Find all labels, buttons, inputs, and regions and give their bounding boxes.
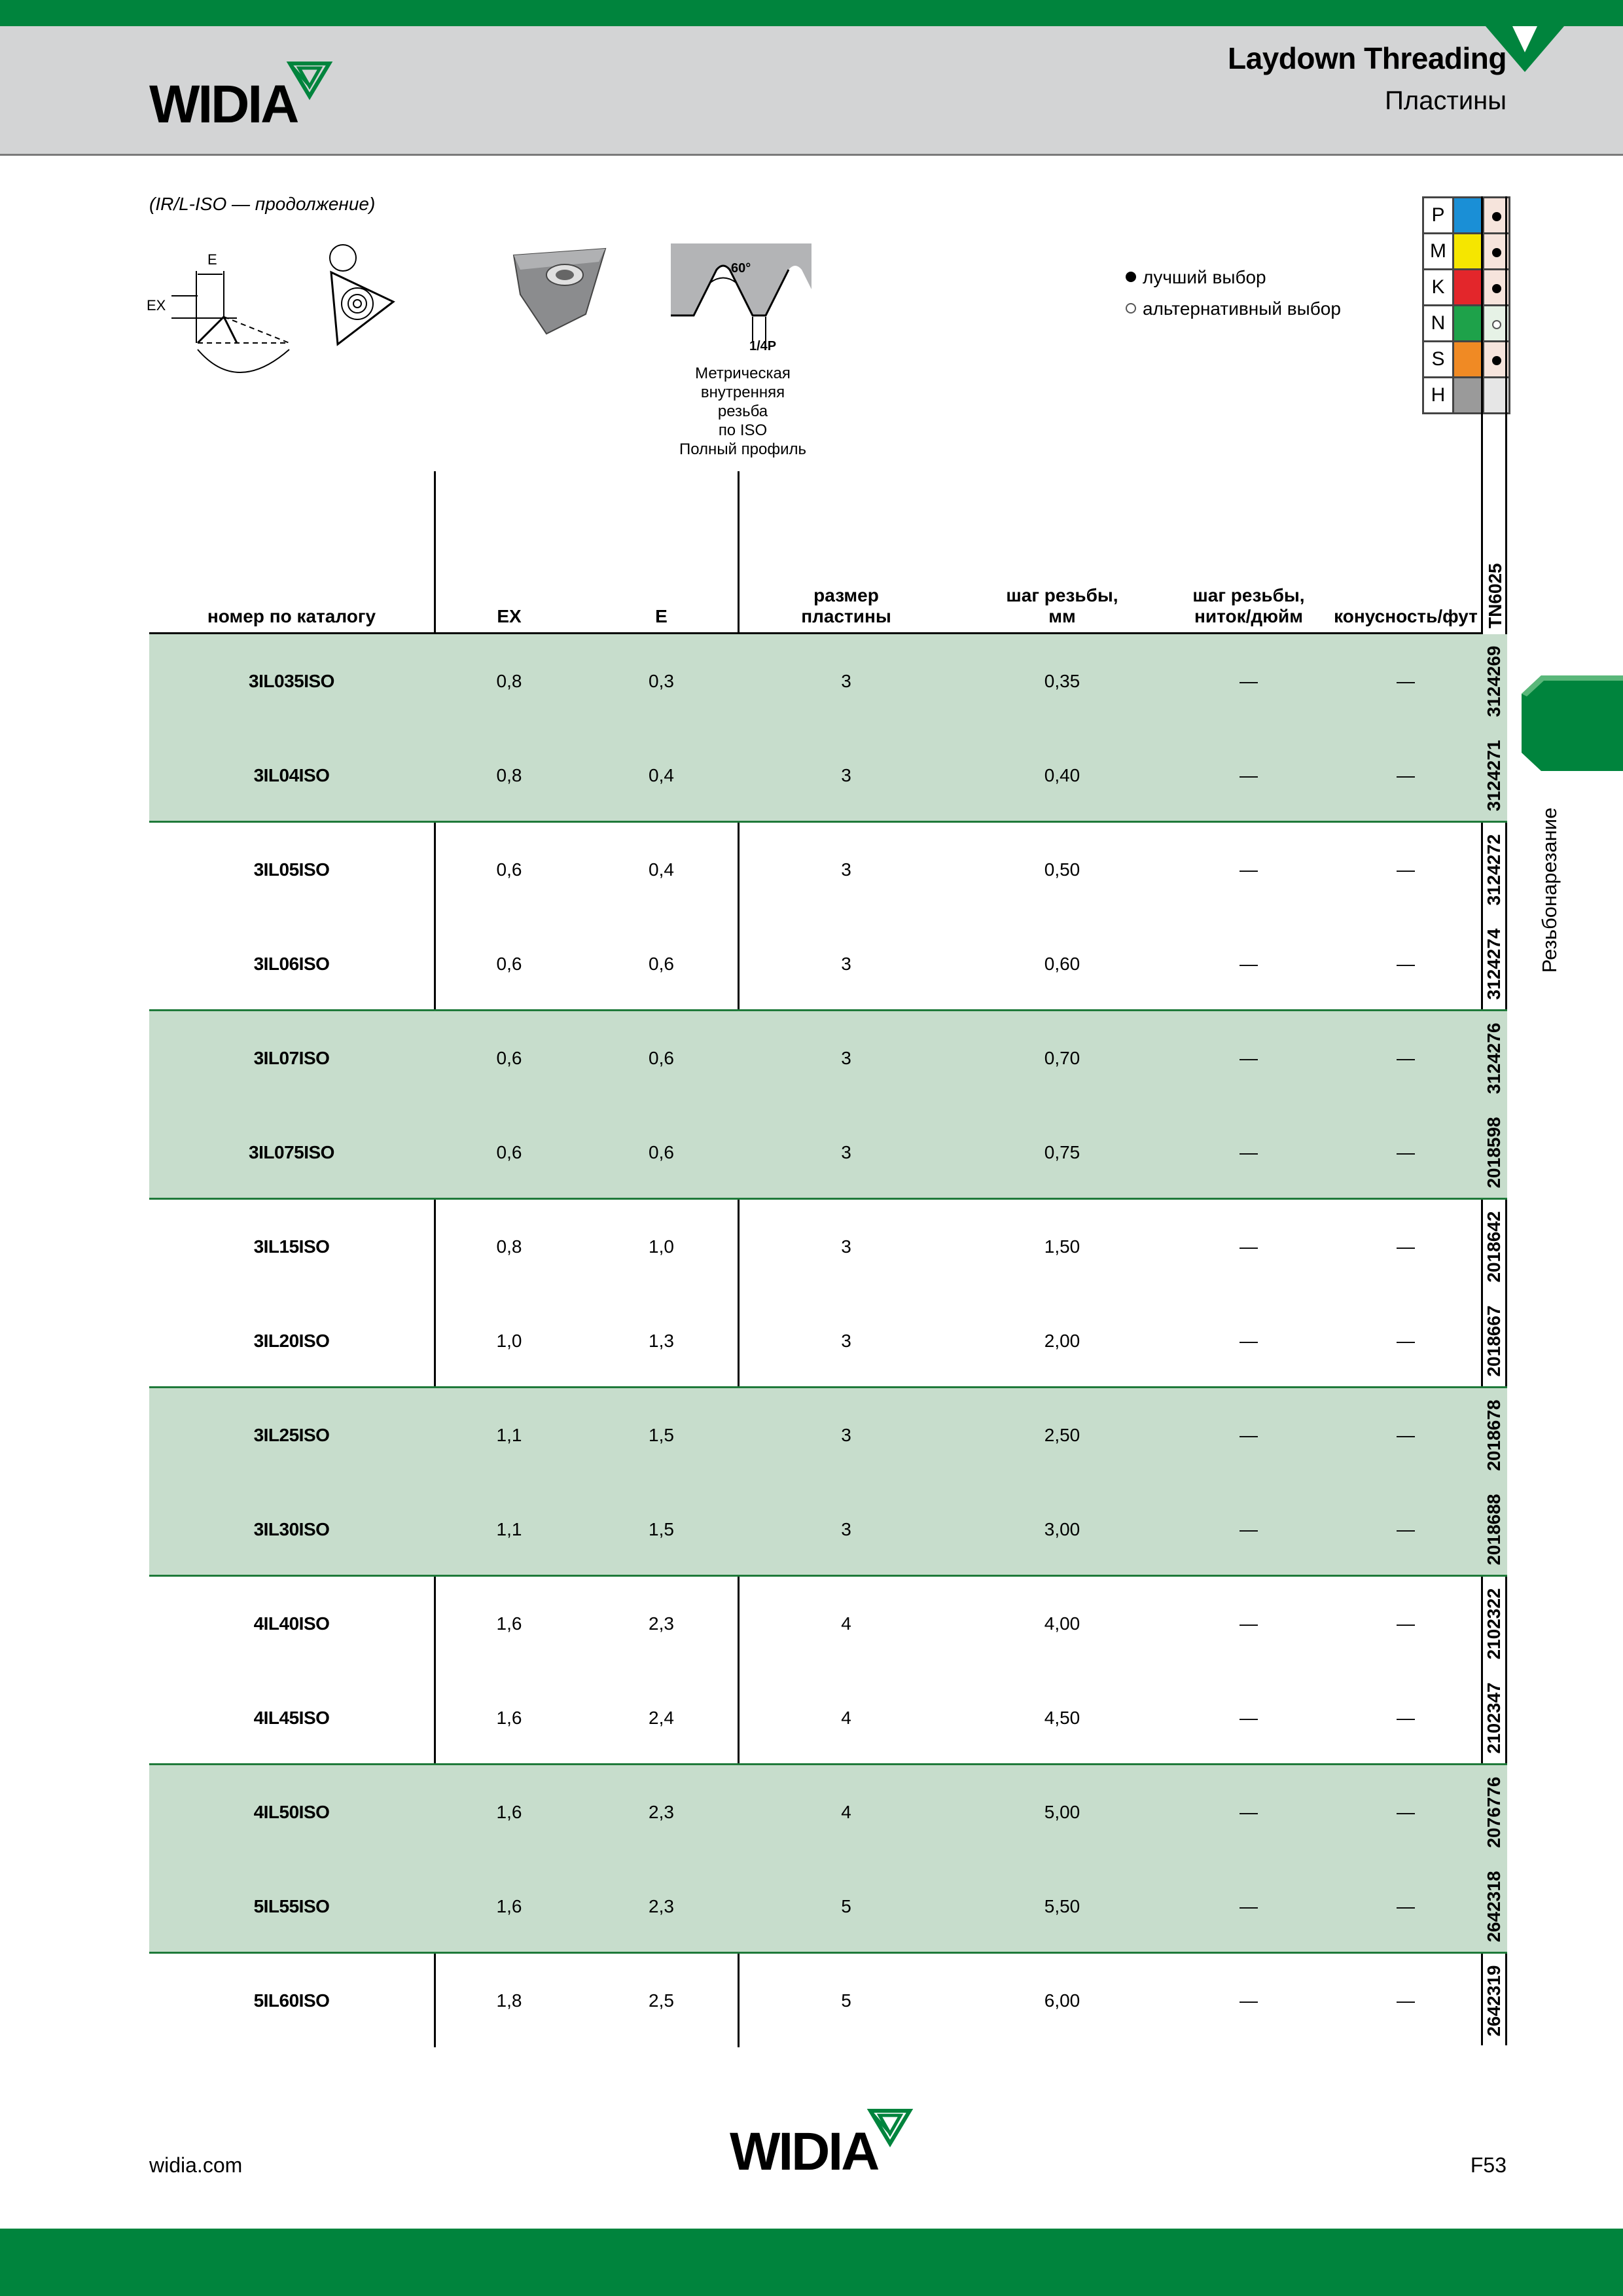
thread-caption-line: внутренняя [700, 384, 785, 401]
cell-ex: 1,6 [496, 1708, 522, 1728]
cell-size: 3 [841, 765, 851, 785]
cell-pitch-mm: 5,50 [1044, 1896, 1080, 1916]
table-row [149, 1482, 1507, 1577]
cell-ex: 1,8 [496, 1990, 522, 2011]
bottom-green-bar [0, 2229, 1623, 2296]
table-row [149, 1577, 1507, 1671]
ex-dim-label: EX [147, 297, 166, 314]
cell-e: 0,6 [649, 1048, 674, 1068]
widia-logo-text: WIDIA [730, 2122, 878, 2179]
cell-taper: — [1397, 954, 1415, 974]
cell-size: 5 [841, 1990, 851, 2011]
cell-catalog: 3IL04ISO [253, 765, 330, 785]
table-row [149, 1671, 1507, 1765]
cell-order-code [1481, 728, 1507, 823]
cell-e: 0,6 [649, 1142, 674, 1162]
cell-size: 4 [841, 1802, 851, 1822]
material-color-swatch [1454, 198, 1484, 234]
cell-pitch-tpi: — [1240, 859, 1258, 880]
cell-order-code [1481, 1765, 1507, 1859]
cell-size: 3 [841, 1142, 851, 1162]
table-row [149, 1859, 1507, 1954]
cell-order-code [1481, 917, 1507, 1011]
cell-e: 0,4 [649, 859, 674, 880]
cell-catalog: 4IL40ISO [253, 1613, 330, 1634]
cell-size: 3 [841, 1048, 851, 1068]
e-dim-label: E [207, 251, 217, 268]
cell-e: 2,4 [649, 1708, 674, 1728]
cell-size: 3 [841, 671, 851, 691]
cell-ex: 0,8 [496, 765, 522, 785]
cell-size: 4 [841, 1613, 851, 1634]
cell-e: 0,3 [649, 671, 674, 691]
page-number: F53 [1470, 2153, 1507, 2177]
cell-catalog: 4IL45ISO [253, 1708, 330, 1728]
cell-order-code [1481, 1577, 1507, 1671]
cell-pitch-tpi: — [1240, 1990, 1258, 2011]
cell-ex: 0,6 [496, 954, 522, 974]
cell-pitch-mm: 1,50 [1044, 1236, 1080, 1257]
col-size [738, 585, 954, 627]
cell-catalog: 4IL50ISO [253, 1802, 330, 1822]
material-letter: S [1423, 342, 1454, 378]
table-row [149, 1105, 1507, 1200]
cell-catalog: 3IL05ISO [253, 859, 330, 880]
material-letter: M [1423, 234, 1454, 270]
cell-size: 3 [841, 954, 851, 974]
cell-taper: — [1397, 1236, 1415, 1257]
material-color-swatch [1454, 342, 1484, 378]
cell-order-code [1481, 634, 1507, 728]
cell-pitch-mm: 0,60 [1044, 954, 1080, 974]
order-code-text: 2642318 [1484, 1871, 1504, 1943]
cell-pitch-mm: 0,40 [1044, 765, 1080, 785]
cell-ex: 1,1 [496, 1425, 522, 1445]
cell-catalog: 5IL55ISO [253, 1896, 330, 1916]
cell-taper: — [1397, 1613, 1415, 1634]
order-code-text: 2076776 [1484, 1776, 1504, 1848]
table-row [149, 634, 1507, 728]
cell-pitch-mm: 4,50 [1044, 1708, 1080, 1728]
open-dot-icon [1126, 303, 1136, 314]
cell-pitch-mm: 3,00 [1044, 1519, 1080, 1539]
table-row [149, 823, 1507, 917]
section-side-tab [1522, 674, 1623, 772]
cell-taper: — [1397, 1142, 1415, 1162]
cell-e: 1,0 [649, 1236, 674, 1257]
order-code-text: 2102347 [1484, 1682, 1504, 1754]
cell-taper: — [1397, 1519, 1415, 1539]
cell-e: 2,3 [649, 1896, 674, 1916]
material-letter: P [1423, 198, 1454, 234]
cell-size: 5 [841, 1896, 851, 1916]
col-pitch-tpi-line: ниток/дюйм [1194, 606, 1303, 626]
footer-website: widia.com [149, 2153, 243, 2177]
cell-catalog: 5IL60ISO [253, 1990, 330, 2011]
col-pitch-tpi [1170, 585, 1327, 627]
cell-catalog: 3IL06ISO [253, 954, 330, 974]
material-letter: N [1423, 306, 1454, 342]
cell-catalog: 3IL20ISO [253, 1331, 330, 1351]
order-code-text: 3124269 [1484, 645, 1504, 717]
cell-pitch-mm: 0,35 [1044, 671, 1080, 691]
cell-pitch-tpi: — [1240, 1048, 1258, 1068]
thread-caption-line: Метрическая [695, 365, 791, 382]
cell-pitch-tpi: — [1240, 1331, 1258, 1351]
thread-profile-diagram [671, 243, 812, 358]
cell-ex: 0,6 [496, 1142, 522, 1162]
col-grade: TN6025 [1485, 563, 1505, 628]
cell-catalog: 3IL075ISO [249, 1142, 334, 1162]
col-catalog: номер по каталогу [207, 606, 376, 626]
table-header [149, 576, 1481, 634]
cell-size: 3 [841, 1236, 851, 1257]
cell-taper: — [1397, 1896, 1415, 1916]
table-row [149, 1200, 1507, 1294]
thread-angle-label: 60° [731, 261, 751, 276]
thread-caption-line: по ISO [718, 422, 768, 439]
legend-alternative [1126, 293, 1341, 325]
cell-pitch-tpi: — [1240, 954, 1258, 974]
widia-logo [149, 60, 346, 132]
cell-pitch-tpi: — [1240, 1142, 1258, 1162]
page-subtitle: Пластины [1385, 86, 1507, 115]
side-tab-label: Резьбонарезание [1538, 807, 1561, 973]
thread-caption-line: резьба [717, 403, 768, 420]
top-green-bar [0, 0, 1623, 26]
cell-order-code [1481, 1011, 1507, 1105]
cell-e: 2,3 [649, 1613, 674, 1634]
table-row [149, 1294, 1507, 1388]
col-pitch-mm-line: шаг резьбы, [1006, 585, 1118, 605]
cell-ex: 1,0 [496, 1331, 522, 1351]
table-row [149, 1765, 1507, 1859]
cell-ex: 0,6 [496, 1048, 522, 1068]
cell-taper: — [1397, 671, 1415, 691]
cell-pitch-mm: 0,50 [1044, 859, 1080, 880]
cell-e: 2,3 [649, 1802, 674, 1822]
material-color-swatch [1454, 378, 1484, 414]
cell-order-code [1481, 823, 1507, 917]
cell-size: 3 [841, 1425, 851, 1445]
material-color-swatch [1454, 270, 1484, 306]
material-color-swatch [1454, 306, 1484, 342]
cell-taper: — [1397, 859, 1415, 880]
cell-order-code [1481, 1200, 1507, 1294]
cell-taper: — [1397, 1331, 1415, 1351]
cell-pitch-mm: 6,00 [1044, 1990, 1080, 2011]
cell-ex: 0,6 [496, 859, 522, 880]
cell-pitch-mm: 2,50 [1044, 1425, 1080, 1445]
col-taper: конусность/фут [1334, 606, 1478, 626]
material-color-swatch [1454, 234, 1484, 270]
cell-order-code [1481, 1671, 1507, 1765]
cell-pitch-tpi: — [1240, 1708, 1258, 1728]
thread-pitch-label: 1/4P [749, 339, 777, 353]
cell-pitch-mm: 4,00 [1044, 1613, 1080, 1634]
cell-pitch-tpi: — [1240, 1425, 1258, 1445]
col-ex: EX [497, 606, 522, 626]
insert-top-view-icon [318, 240, 416, 351]
col-size-line: размер [813, 585, 879, 605]
table-row [149, 917, 1507, 1011]
col-pitch-tpi-line: шаг резьбы, [1192, 585, 1305, 605]
insert-3d-icon [507, 242, 612, 340]
cell-ex: 0,8 [496, 671, 522, 691]
cell-pitch-mm: 0,70 [1044, 1048, 1080, 1068]
cell-pitch-tpi: — [1240, 1613, 1258, 1634]
catalog-table-body [149, 634, 1507, 2048]
order-code-text: 2018678 [1484, 1399, 1504, 1471]
order-code-text: 2102322 [1484, 1588, 1504, 1660]
cell-pitch-tpi: — [1240, 1519, 1258, 1539]
table-row [149, 1011, 1507, 1105]
page-title: Laydown Threading [1228, 41, 1507, 75]
cell-size: 3 [841, 1331, 851, 1351]
cell-taper: — [1397, 765, 1415, 785]
thread-caption-line: Полный профиль [679, 440, 806, 458]
material-letter: H [1423, 378, 1454, 414]
order-code-text: 2642319 [1484, 1965, 1504, 2037]
order-code-text: 3124276 [1484, 1022, 1504, 1094]
thread-caption [641, 364, 844, 459]
table-row [149, 728, 1507, 823]
cell-taper: — [1397, 1802, 1415, 1822]
cell-order-code [1481, 1954, 1507, 2048]
cell-taper: — [1397, 1425, 1415, 1445]
cell-taper: — [1397, 1990, 1415, 2011]
cell-pitch-tpi: — [1240, 765, 1258, 785]
cell-size: 3 [841, 859, 851, 880]
col-pitch-mm-line: мм [1048, 606, 1076, 626]
cell-order-code [1481, 1859, 1507, 1954]
order-code-text: 2018688 [1484, 1494, 1504, 1566]
cell-pitch-mm: 2,00 [1044, 1331, 1080, 1351]
col-e: E [655, 606, 668, 626]
widia-logo-text: WIDIA [149, 75, 298, 132]
cell-size: 4 [841, 1708, 851, 1728]
cell-order-code [1481, 1105, 1507, 1200]
legend [1126, 262, 1341, 325]
cell-e: 0,4 [649, 765, 674, 785]
cell-ex: 1,1 [496, 1519, 522, 1539]
order-code-text: 3124271 [1484, 740, 1504, 812]
widia-logo-footer [730, 2108, 926, 2179]
cell-catalog: 3IL07ISO [253, 1048, 330, 1068]
cell-size: 3 [841, 1519, 851, 1539]
cell-e: 1,5 [649, 1519, 674, 1539]
cell-catalog: 3IL30ISO [253, 1519, 330, 1539]
cell-ex: 1,6 [496, 1802, 522, 1822]
order-code-text: 3124272 [1484, 834, 1504, 906]
cell-e: 1,3 [649, 1331, 674, 1351]
cell-taper: — [1397, 1708, 1415, 1728]
cell-taper: — [1397, 1048, 1415, 1068]
cell-order-code [1481, 1388, 1507, 1482]
cell-pitch-tpi: — [1240, 1236, 1258, 1257]
table-row [149, 1388, 1507, 1482]
col-size-line: пластины [801, 606, 891, 626]
legend-best-label: лучший выбор [1143, 267, 1266, 287]
cell-order-code [1481, 1294, 1507, 1388]
table-row [149, 1954, 1507, 2048]
cell-pitch-tpi: — [1240, 671, 1258, 691]
cell-pitch-tpi: — [1240, 1896, 1258, 1916]
legend-alternative-label: альтернативный выбор [1143, 298, 1341, 319]
cell-pitch-tpi: — [1240, 1802, 1258, 1822]
cell-e: 0,6 [649, 954, 674, 974]
order-code-text: 2018642 [1484, 1211, 1504, 1283]
cell-e: 2,5 [649, 1990, 674, 2011]
cell-pitch-mm: 0,75 [1044, 1142, 1080, 1162]
col-pitch-mm [954, 585, 1170, 627]
ex-e-dimension-diagram [145, 245, 302, 389]
order-code-text: 3124274 [1484, 928, 1504, 1000]
cell-catalog: 3IL15ISO [253, 1236, 330, 1257]
material-letter: K [1423, 270, 1454, 306]
cell-catalog: 3IL035ISO [249, 671, 334, 691]
cell-pitch-mm: 5,00 [1044, 1802, 1080, 1822]
cell-ex: 0,8 [496, 1236, 522, 1257]
cell-catalog: 3IL25ISO [253, 1425, 330, 1445]
legend-best [1126, 262, 1341, 293]
cell-order-code [1481, 1482, 1507, 1577]
cell-ex: 1,6 [496, 1613, 522, 1634]
cell-ex: 1,6 [496, 1896, 522, 1916]
order-code-text: 2018667 [1484, 1305, 1504, 1377]
order-code-text: 2018598 [1484, 1117, 1504, 1189]
cell-e: 1,5 [649, 1425, 674, 1445]
section-note: (IR/L-ISO — продолжение) [149, 194, 376, 214]
filled-dot-icon [1126, 272, 1136, 282]
